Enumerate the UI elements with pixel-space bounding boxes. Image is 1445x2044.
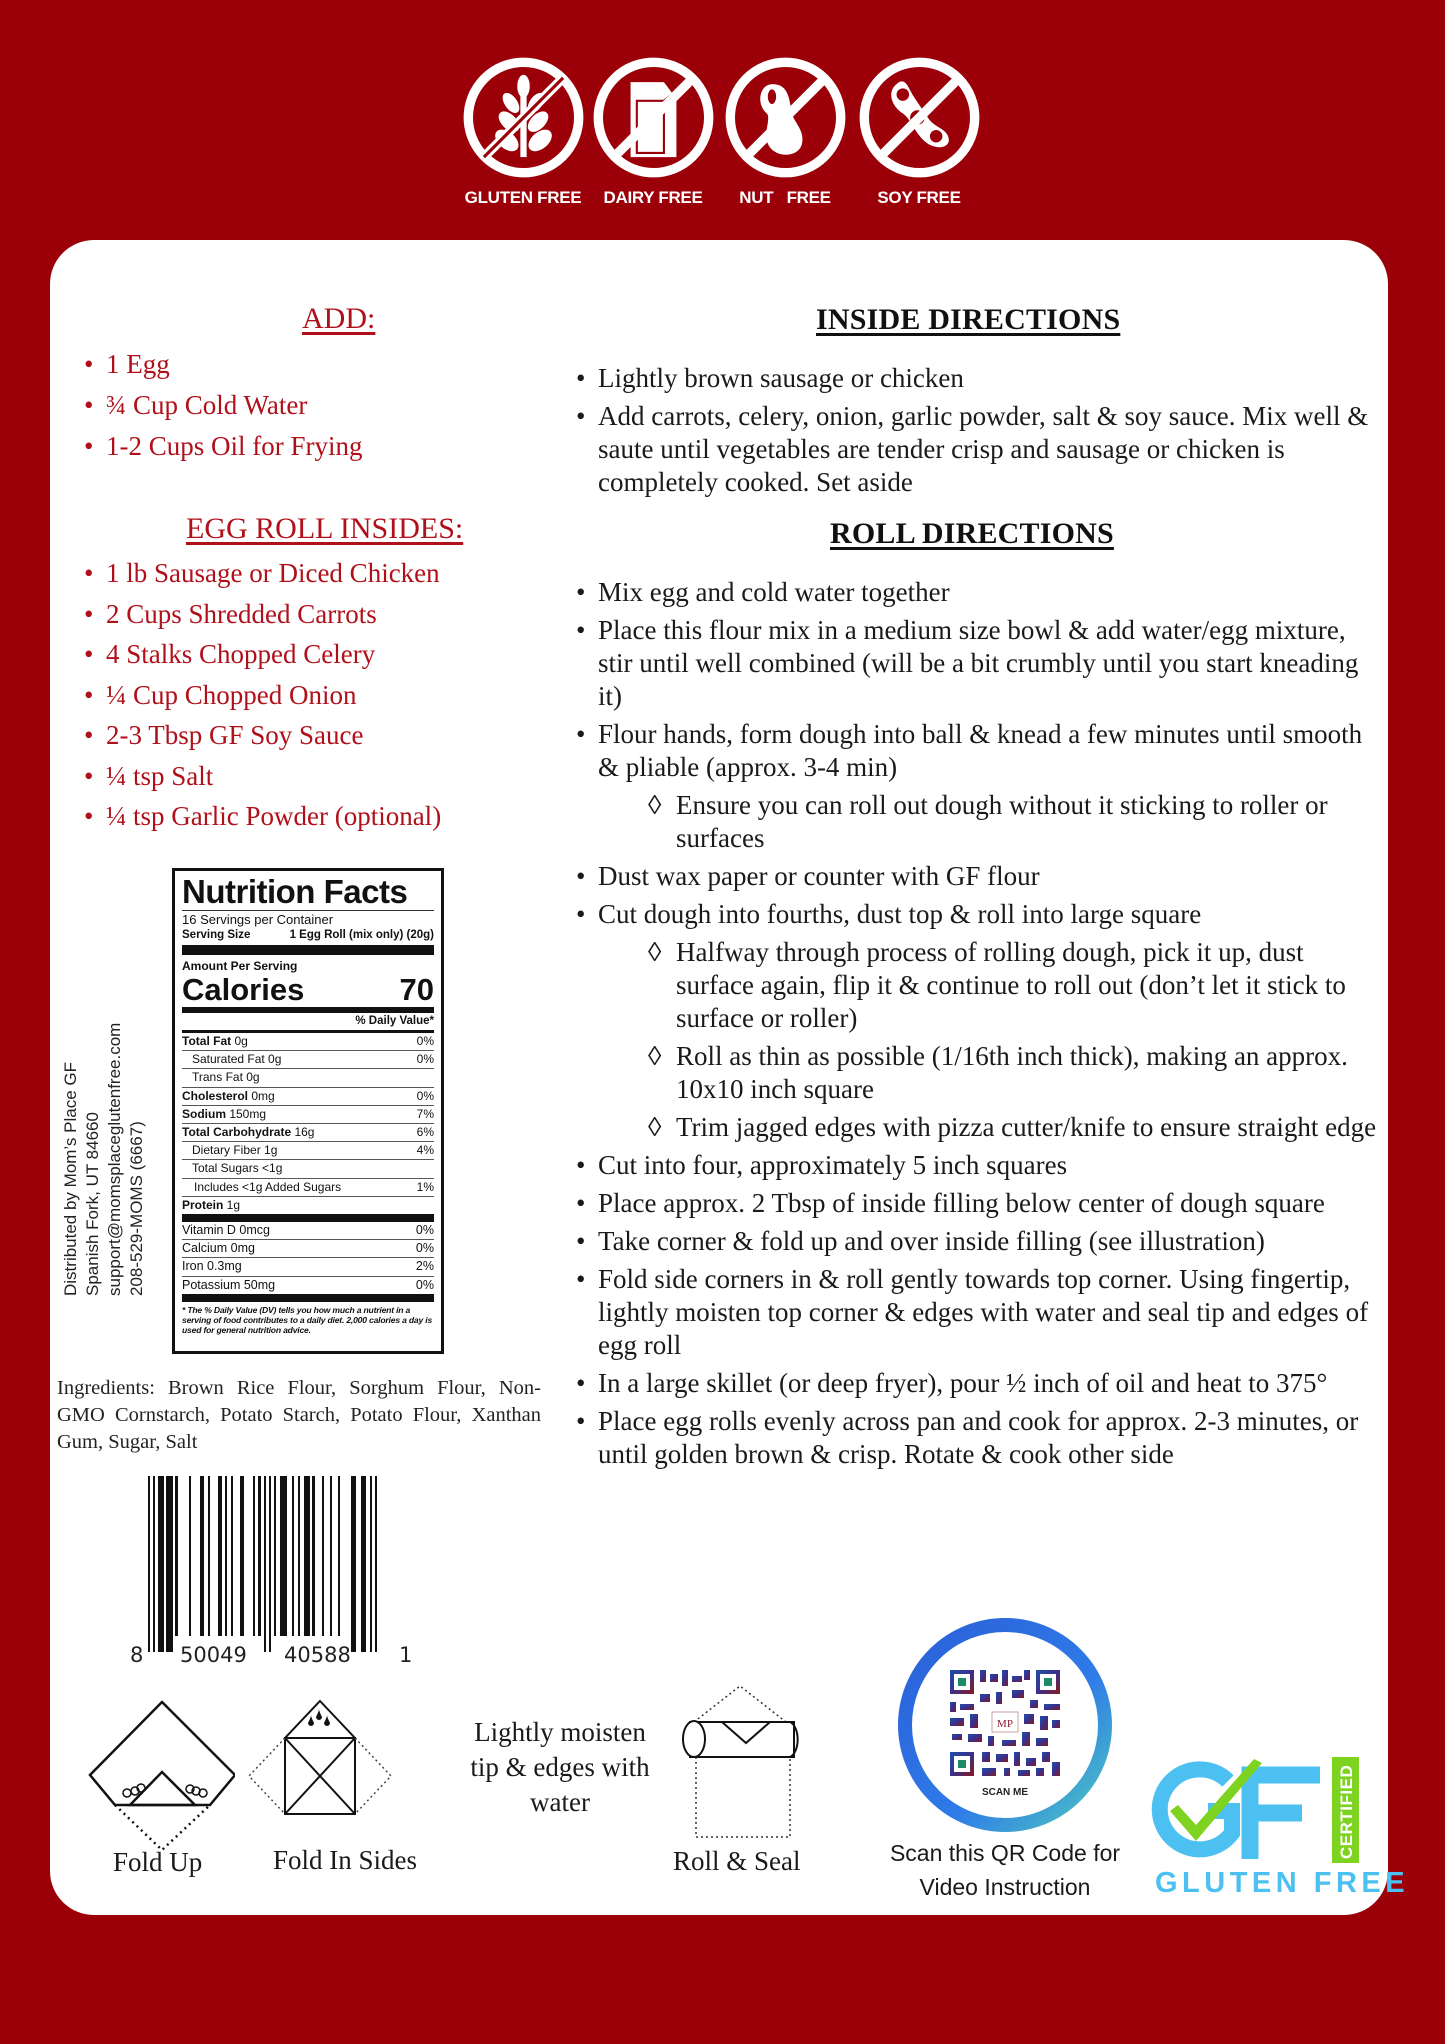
step-text: Trim jagged edges with pizza cutter/knife to ensure straight edge (676, 1112, 1377, 1142)
direction-substep (576, 1040, 1386, 1106)
direction-step (576, 1149, 1386, 1182)
allergen-nut-free (720, 55, 850, 208)
serving-size-value: 1 Egg Roll (mix only) (20g) (289, 929, 434, 941)
vitamin-dv: 0% (415, 1277, 434, 1292)
nutrient-amount: 150mg (226, 1106, 267, 1121)
direction-step (576, 1263, 1386, 1362)
step-text: Dust wax paper or counter with GF flour (598, 861, 1040, 891)
direction-step (576, 1187, 1386, 1220)
direction-step (576, 1367, 1386, 1400)
step-text: Cut into four, approximately 5 inch squares (598, 1150, 1068, 1180)
upc-barcode (148, 1476, 394, 1652)
barcode-digit: 50049 (180, 1643, 247, 1667)
nutrient-dv: 1% (416, 1179, 434, 1194)
barcode-digit: 40588 (284, 1643, 351, 1667)
serving-size (182, 928, 434, 943)
moisten-instruction: Lightly moisten tip & edges with water (470, 1717, 650, 1817)
allergen-icons (458, 55, 988, 205)
list-item: • 2 Cups Shredded Carrots (84, 594, 441, 635)
nutrient-row (182, 1033, 434, 1051)
step-text: Add carrots, celery, onion, garlic powder, salt & soy sauce. Mix well & saute until vegetables are tender crisp and sausage or chicken is completely cooked. Set aside (598, 401, 1369, 497)
step-text: Place approx. 2 Tbsp of inside filling below center of dough square (598, 1188, 1325, 1218)
nutrient-bold-label: Total Fat (182, 1034, 232, 1048)
allergen-label: DAIRY FREE (603, 188, 703, 207)
qr-caption (870, 1836, 1140, 1904)
roll-seal-illustration (680, 1682, 805, 1842)
step-text: Ensure you can roll out dough without it sticking to roller or surfaces (676, 790, 1328, 853)
direction-step (576, 614, 1386, 713)
divider (182, 1294, 434, 1302)
divider (182, 1214, 434, 1222)
fold-in-sides-label: Fold In Sides (273, 1845, 418, 1875)
nutrient-amount: Dietary Fiber 1g (192, 1143, 278, 1158)
calories-label: Calories (182, 972, 305, 1007)
direction-step (576, 1405, 1386, 1471)
list-item: • ¼ tsp Garlic Powder (optional) (84, 796, 441, 837)
vitamin-name: Vitamin D 0mcg (182, 1223, 270, 1238)
calories-row (182, 973, 434, 1007)
vitamin-dv: 0% (415, 1223, 434, 1238)
allergen-label: GLUTEN FREE (464, 188, 582, 207)
ingredients-text: Ingredients: Brown Rice Flour, Sorghum Flour, Non-GMO Cornstarch, Potato Starch, Potato Flour, Xanthan Gum, Sugar, Salt (57, 1377, 541, 1453)
vitamin-dv: 0% (415, 1241, 434, 1256)
nutrient-dv: 0% (416, 1088, 434, 1103)
vitamin-rows (182, 1222, 434, 1294)
distributor-phone: 208-529-MOMS (6667) (127, 1121, 146, 1296)
allergen-label: SOY FREE (877, 188, 961, 207)
nutrient-rows (182, 1033, 434, 1214)
step-text: Take corner & fold up and over inside filling (see illustration) (598, 1226, 1265, 1256)
step-text: Place egg rolls evenly across pan and cook for approx. 2-3 minutes, or until golden brown & crisp. Rotate & cook other side (598, 1406, 1359, 1469)
add-list (84, 344, 363, 467)
nutrient-row (182, 1142, 434, 1160)
nutrient-name (182, 1033, 248, 1050)
step-text: Place this flour mix in a medium size bowl & add water/egg mixture, stir until well combined (will be a bit crumbly until you start kneading it) (598, 615, 1359, 711)
nutrient-amount: 0g (231, 1034, 248, 1048)
vitamin-dv: 2% (415, 1259, 434, 1274)
nutrient-amount: Trans Fat 0g (192, 1070, 260, 1085)
nutrient-name (182, 1124, 314, 1141)
qr-center-mark: MP (997, 1718, 1013, 1730)
nutrient-dv: 4% (416, 1143, 434, 1158)
nutrient-amount: Includes <1g Added Sugars (194, 1179, 342, 1194)
direction-substep (576, 936, 1386, 1035)
nutrition-title: Nutrition Facts (182, 874, 434, 911)
nutrient-dv: 0% (416, 1052, 434, 1067)
distributor-line: Distributed by Mom’s Place GF (61, 1062, 80, 1296)
nutrient-name (182, 1142, 277, 1159)
barcode-digit: 1 (399, 1643, 413, 1667)
diamond-bullet-icon: ◊ (648, 1041, 662, 1071)
diamond-bullet-icon: ◊ (648, 937, 662, 967)
step-text: In a large skillet (or deep fryer), pour ½ inch of oil and heat to 375° (598, 1368, 1328, 1398)
distributor-email: support@momsplaceglutenfree.com (105, 1022, 124, 1296)
no-soybean-icon (857, 55, 982, 180)
no-milk-carton-icon (591, 55, 716, 180)
distributor-line: Spanish Fork, UT 84660 (83, 1112, 102, 1296)
amount-per-serving: Amount Per Serving (182, 959, 298, 973)
nutrient-name (182, 1106, 266, 1123)
vitamin-name: Potassium 50mg (182, 1277, 276, 1292)
nutrient-dv: 7% (416, 1106, 434, 1121)
nutrient-name (182, 1160, 282, 1177)
direction-step (576, 718, 1386, 784)
list-item: • 1 lb Sausage or Diced Chicken (84, 553, 441, 594)
direction-step (576, 860, 1386, 893)
vitamin-name: Iron 0.3mg (182, 1259, 242, 1274)
allergen-soy-free (854, 55, 984, 208)
nutrient-amount: 16g (291, 1125, 315, 1140)
barcode-digit: 8 (130, 1643, 144, 1667)
calories-value: 70 (399, 972, 434, 1007)
scan-me-label: SCAN ME (981, 1787, 1029, 1798)
nutrient-amount: 0mg (248, 1088, 275, 1103)
step-text: Lightly brown sausage or chicken (598, 363, 964, 393)
step-text: Halfway through process of rolling dough, pick it up, dust surface again, flip it & continue to roll out (don’t let it stick to surface or roller) (676, 937, 1346, 1033)
divider (182, 945, 434, 955)
qr-caption-line: Video Instruction (919, 1874, 1091, 1900)
step-text: Mix egg and cold water together (598, 577, 950, 607)
nutrient-row (182, 1069, 434, 1087)
nutrient-dv: 6% (416, 1125, 434, 1140)
vitamin-name: Calcium 0mg (182, 1241, 255, 1256)
daily-value-footnote: * The % Daily Value (DV) tells you how much a nutrient in a serving of food contributes to a daily diet. 2,000 calories a day is used for general nutrition advice. (182, 1304, 433, 1335)
nutrient-bold-label: Protein (182, 1197, 224, 1212)
fold-up-illustration (85, 1695, 235, 1855)
nutrient-bold-label: Sodium (182, 1106, 226, 1121)
vitamin-row (182, 1240, 434, 1258)
direction-substep (576, 789, 1386, 855)
nutrient-row (182, 1106, 434, 1124)
step-text: Fold side corners in & roll gently towards top corner. Using fingertip, lightly moisten top corner & edges with water and seal tip and edges of egg roll (598, 1264, 1369, 1360)
list-item: • ¼ tsp Salt (84, 756, 441, 797)
inside-directions-list (576, 362, 1386, 504)
direction-step (576, 400, 1386, 499)
step-text: Roll as thin as possible (1/16th inch thick), making an approx. 10x10 inch square (676, 1041, 1348, 1104)
nutrient-amount: 1g (223, 1197, 241, 1212)
nutrient-row (182, 1051, 434, 1069)
add-heading: ADD: (302, 302, 376, 335)
roll-directions-heading: ROLL DIRECTIONS (830, 517, 1114, 550)
list-item: • 4 Stalks Chopped Celery (84, 634, 441, 675)
serving-size-label: Serving Size (182, 929, 251, 941)
nutrient-row (182, 1088, 434, 1106)
nutrient-row (182, 1197, 434, 1214)
list-item: • 2-3 Tbsp GF Soy Sauce (84, 715, 441, 756)
vitamin-row (182, 1222, 434, 1240)
diamond-bullet-icon: ◊ (648, 790, 662, 820)
nutrient-name (182, 1069, 260, 1086)
no-peanut-icon (723, 55, 848, 180)
qr-caption-line: Scan this QR Code for (889, 1840, 1121, 1866)
direction-step (576, 362, 1386, 395)
direction-substep (576, 1111, 1386, 1144)
fold-up-label: Fold Up (113, 1847, 203, 1877)
direction-step (576, 576, 1386, 609)
nutrient-amount: Total Sugars <1g (192, 1161, 283, 1176)
step-text: Cut dough into fourths, dust top & roll into large square (598, 899, 1202, 929)
vitamin-row (182, 1258, 434, 1276)
nutrient-name (182, 1051, 281, 1068)
roll-seal-label: Roll & Seal (673, 1846, 801, 1876)
direction-step (576, 1225, 1386, 1258)
nutrient-row (182, 1124, 434, 1142)
diamond-bullet-icon: ◊ (648, 1112, 662, 1142)
fold-in-sides-illustration (245, 1693, 395, 1823)
qr-code[interactable] (892, 1612, 1118, 1838)
nutrient-bold-label: Total Carbohydrate (182, 1125, 292, 1140)
vitamin-row (182, 1277, 434, 1294)
nutrient-name (182, 1088, 275, 1105)
daily-value-header: % Daily Value* (182, 1013, 434, 1033)
servings-per-container: 16 Servings per Container (182, 912, 334, 927)
list-item: • ¾ Cup Cold Water (84, 385, 363, 426)
nutrient-name (182, 1179, 341, 1196)
nutrient-amount: Saturated Fat 0g (192, 1052, 282, 1067)
nutrient-name (182, 1197, 240, 1214)
certified-text: CERTIFIED (1337, 1764, 1356, 1859)
list-item: • 1-2 Cups Oil for Frying (84, 426, 363, 467)
allergen-gluten-free (458, 55, 588, 208)
insides-heading: EGG ROLL INSIDES: (186, 512, 464, 545)
roll-directions-list (576, 576, 1386, 1476)
no-wheat-icon (461, 55, 586, 180)
allergen-dairy-free (588, 55, 718, 208)
nutrient-row (182, 1160, 434, 1178)
nutrition-facts-panel (172, 868, 444, 1354)
gluten-free-certified-logo (1150, 1755, 1365, 1867)
nutrient-dv: 0% (416, 1034, 434, 1048)
nutrient-row (182, 1179, 434, 1197)
step-text: Flour hands, form dough into ball & knead a few minutes until smooth & pliable (approx. 3-4 min) (598, 719, 1363, 782)
direction-step (576, 898, 1386, 931)
distributor-info (60, 956, 148, 1296)
allergen-label: NUT FREE (739, 188, 831, 207)
gluten-free-logo-text: GLUTEN FREE (1155, 1867, 1410, 1899)
list-item: • ¼ Cup Chopped Onion (84, 675, 441, 716)
insides-list (84, 553, 441, 837)
inside-directions-heading: INSIDE DIRECTIONS (816, 303, 1121, 336)
nutrient-bold-label: Cholesterol (182, 1088, 249, 1103)
list-item: • 1 Egg (84, 344, 363, 385)
